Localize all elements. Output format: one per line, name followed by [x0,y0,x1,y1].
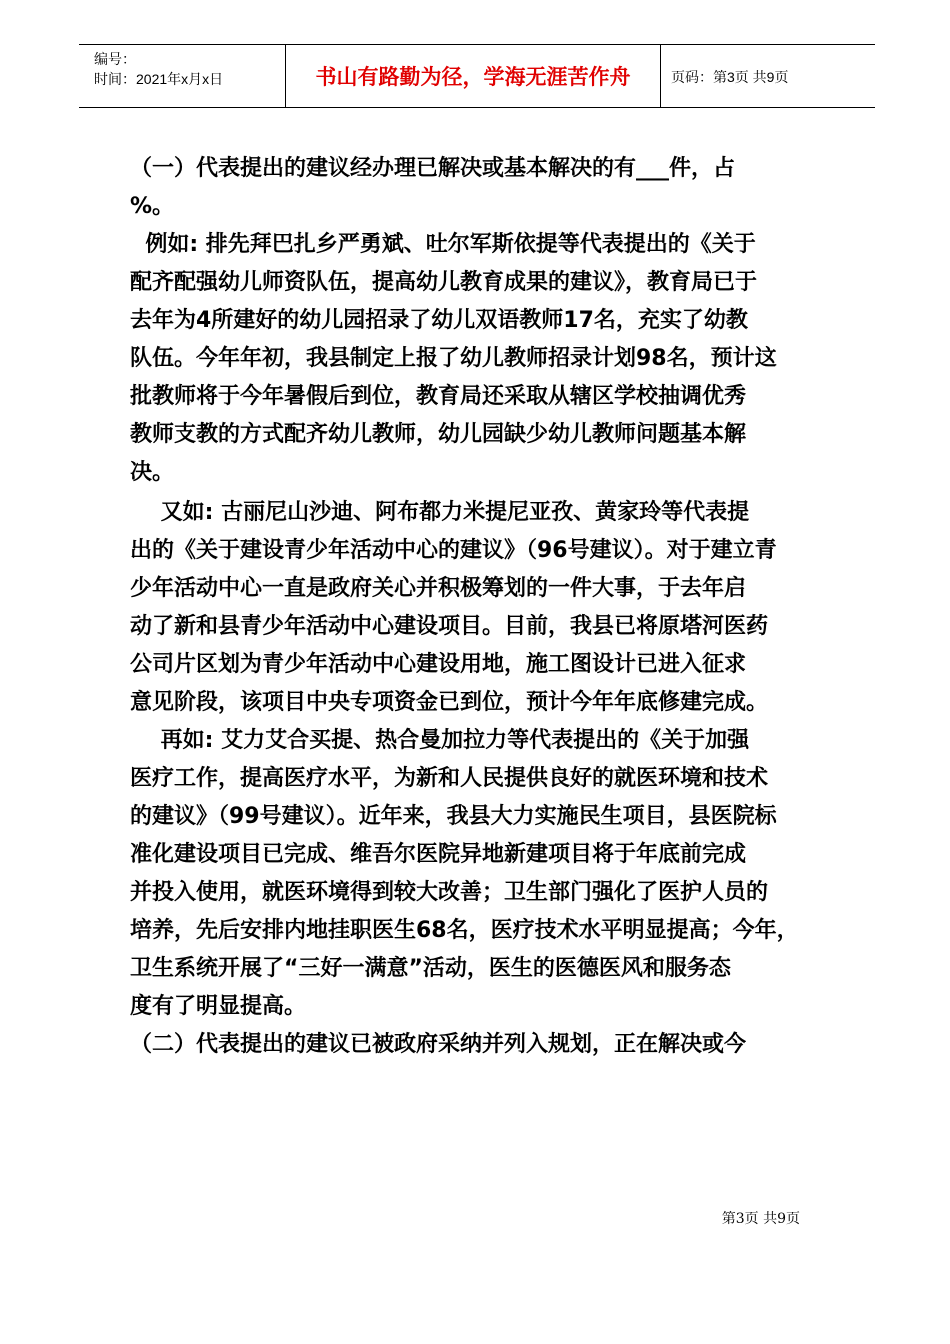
body-line: 少年活动中心一直是政府关心并积极筹划的一件大事，于去年启 [130,576,747,601]
body-line: （一）代表提出的建议经办理已解决或基本解决的有___件，占 [130,156,736,181]
body-line: 准化建设项目已完成、维吾尔医院异地新建项目将于年底前完成 [130,842,747,867]
body-line: 教师支教的方式配齐幼儿教师，幼儿园缺少幼儿教师问题基本解 [130,422,747,447]
body-line: 并投入使用，就医环境得到较大改善；卫生部门强化了医护人员的 [130,880,769,905]
header-motto: 书山有路勤为径，学海无涯苦作舟 [315,65,631,89]
body-line: 例如: 排先拜巴扎乡严勇斌、吐尔军斯依提等代表提出的《关于 [130,232,756,257]
body-line: 培养，先后安排内地挂职医生68名，医疗技术水平明显提高；今年， [130,918,799,943]
body-line: 队伍。今年年初，我县制定上报了幼儿教师招录计划98名，预计这 [130,346,777,371]
page-header [79,44,875,108]
body-line: 出的《关于建设青少年活动中心的建议》（96号建议）。对于建立青 [130,538,777,563]
number-label: 编号： [94,51,136,67]
header-page-info: 页码：第3页 共9页 [671,69,789,85]
body-line: 的建议》（99号建议）。近年来，我县大力实施民生项目，县医院标 [130,804,777,829]
body-line: 再如: 艾力艾合买提、热合曼加拉力等代表提出的《关于加强 [130,728,750,753]
body-line: 去年为4所建好的幼儿园招录了幼儿双语教师17名，充实了幼教 [130,308,748,333]
body-line: 度有了明显提高。 [130,994,307,1019]
body-line: %。 [130,194,175,219]
body-line: 卫生系统开展了“三好一满意”活动，医生的医德医风和服务态 [130,956,731,981]
page-footer: 第3页 共9页 [721,1211,800,1227]
body-line: 批教师将于今年暑假后到位，教育局还采取从辖区学校抽调优秀 [130,384,747,409]
body-line: （二）代表提出的建议已被政府采纳并列入规划，正在解决或今 [130,1032,747,1057]
body-line: 公司片区划为青少年活动中心建设用地，施工图设计已进入征求 [130,652,747,677]
body-line: 又如: 古丽尼山沙迪、阿布都力米提尼亚孜、黄家玲等代表提 [130,500,750,525]
time-label: 时间：2021年x月x日 [94,71,224,87]
body-line: 决。 [130,460,175,485]
body-line: 配齐配强幼儿师资队伍，提高幼儿教育成果的建议》，教育局已于 [130,270,758,295]
body-line: 医疗工作，提高医疗水平，为新和人民提供良好的就医环境和技术 [130,766,769,791]
header-meta [79,45,285,107]
header-divider [660,45,661,107]
document-body [130,150,830,1064]
body-line: 意见阶段，该项目中央专项资金已到位，预计今年年底修建完成。 [130,690,769,715]
body-line: 动了新和县青少年活动中心建设项目。目前，我县已将原塔河医药 [130,614,769,639]
